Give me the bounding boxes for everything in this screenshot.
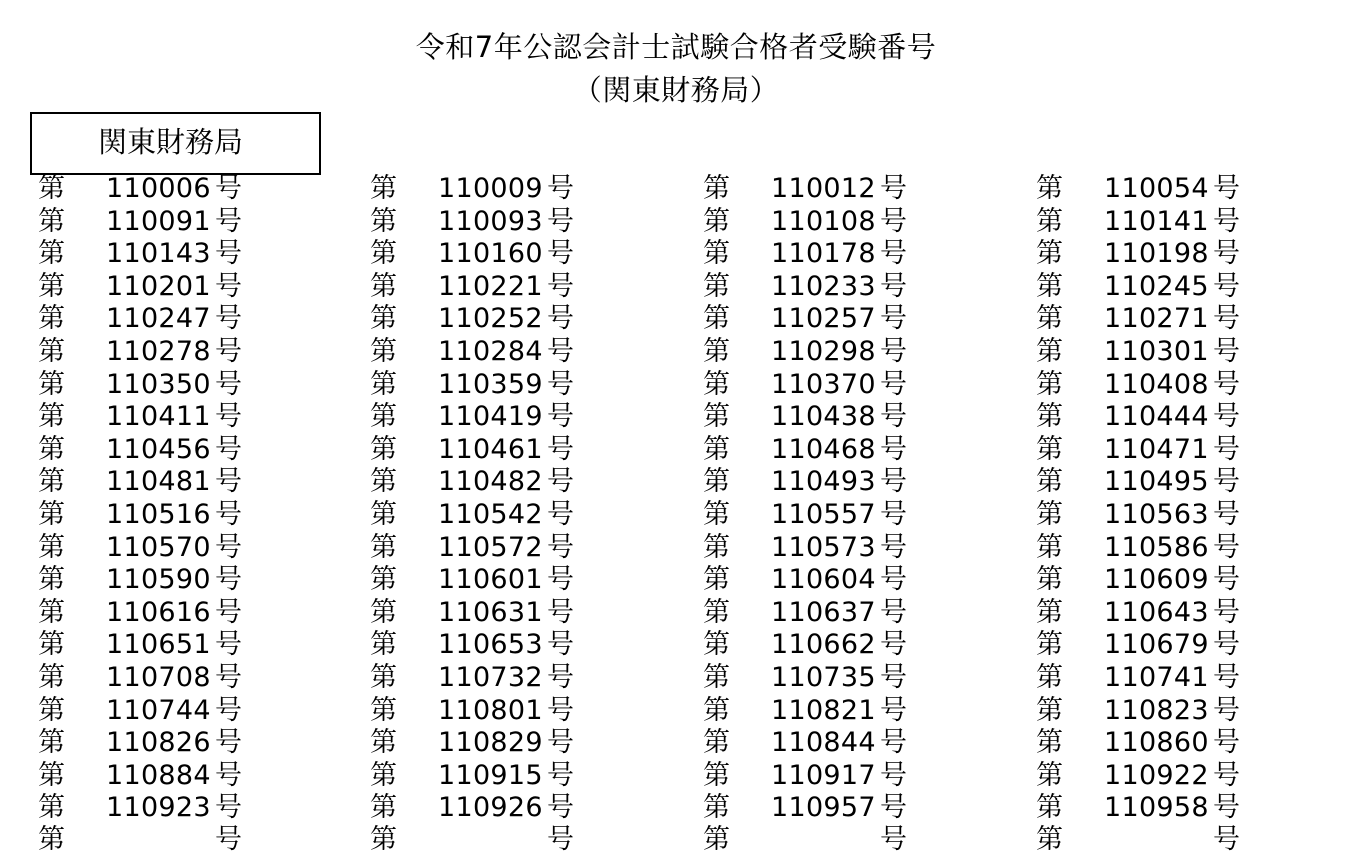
table-row: [0, 532, 1310, 565]
exam-number: 110958: [1104, 792, 1209, 824]
exam-number: 110009: [438, 173, 543, 204]
number-prefix: 第: [38, 466, 65, 498]
number-prefix: 第: [1036, 694, 1063, 726]
exam-number: 110884: [106, 759, 211, 791]
number-suffix: 号: [215, 433, 242, 465]
exam-number: 110006: [106, 173, 211, 204]
table-row: [0, 499, 1310, 532]
number-prefix: 第: [38, 596, 65, 628]
exam-number: 110141: [1104, 205, 1209, 237]
number-suffix: 号: [547, 335, 574, 367]
number-suffix: 号: [1213, 303, 1240, 335]
number-prefix: 第: [703, 466, 730, 498]
exam-number: 110801: [438, 694, 543, 726]
number-prefix: 第: [703, 694, 730, 726]
exam-number: 110481: [106, 466, 211, 498]
number-prefix: 第: [38, 368, 65, 400]
number-suffix: 号: [1213, 335, 1240, 367]
number-prefix: 第: [703, 270, 730, 302]
office-label: 関東財務局: [97, 125, 243, 159]
exam-number: 110350: [106, 368, 211, 400]
number-suffix: 号: [547, 238, 574, 270]
number-prefix: 第: [703, 205, 730, 237]
table-row: [0, 760, 1310, 793]
number-suffix: 号: [215, 596, 242, 628]
exam-number: 110631: [438, 596, 543, 628]
number-suffix: 号: [215, 824, 242, 855]
number-suffix: 号: [215, 694, 242, 726]
number-prefix: 第: [370, 466, 397, 498]
exam-number: 110482: [438, 466, 543, 498]
number-prefix: 第: [370, 727, 397, 759]
exam-number: 110108: [771, 205, 876, 237]
exam-number: 110643: [1104, 596, 1209, 628]
exam-number: 110495: [1104, 466, 1209, 498]
number-prefix: 第: [38, 661, 65, 693]
number-suffix: 号: [880, 564, 907, 596]
number-suffix: 号: [547, 727, 574, 759]
exam-number: 110468: [771, 433, 876, 465]
exam-number: 110573: [771, 531, 876, 563]
exam-number: 110271: [1104, 303, 1209, 335]
table-row: [0, 597, 1310, 630]
number-suffix: 号: [880, 205, 907, 237]
exam-number: 110917: [771, 759, 876, 791]
table-row: [0, 792, 1310, 825]
number-prefix: 第: [1036, 498, 1063, 530]
number-prefix: 第: [703, 303, 730, 335]
number-suffix: 号: [215, 270, 242, 302]
exam-number: 110438: [771, 401, 876, 433]
exam-number: 110516: [106, 498, 211, 530]
number-suffix: 号: [880, 661, 907, 693]
page-title: 令和7年公認会計士試験合格者受験番号: [415, 30, 937, 64]
number-prefix: 第: [703, 498, 730, 530]
number-suffix: 号: [1213, 727, 1240, 759]
number-prefix: 第: [703, 629, 730, 661]
number-suffix: 号: [1213, 205, 1240, 237]
exam-number: 110653: [438, 629, 543, 661]
number-suffix: 号: [880, 596, 907, 628]
exam-number: 110257: [771, 303, 876, 335]
number-prefix: 第: [370, 596, 397, 628]
exam-number: 110823: [1104, 694, 1209, 726]
number-prefix: 第: [1036, 173, 1063, 204]
exam-number: 110637: [771, 596, 876, 628]
exam-number: 110012: [771, 173, 876, 204]
number-prefix: 第: [370, 205, 397, 237]
exam-number: 110586: [1104, 531, 1209, 563]
number-prefix: 第: [38, 531, 65, 563]
partially-visible-row: [0, 824, 1310, 855]
exam-number: 110233: [771, 270, 876, 302]
number-prefix: 第: [703, 238, 730, 270]
number-prefix: 第: [703, 564, 730, 596]
number-suffix: 号: [547, 205, 574, 237]
exam-number: 110091: [106, 205, 211, 237]
number-suffix: 号: [215, 792, 242, 824]
number-prefix: 第: [703, 596, 730, 628]
exam-number: 110735: [771, 661, 876, 693]
number-suffix: 号: [880, 335, 907, 367]
number-prefix: 第: [38, 694, 65, 726]
number-suffix: 号: [547, 173, 574, 204]
number-prefix: 第: [38, 759, 65, 791]
number-prefix: 第: [370, 335, 397, 367]
number-prefix: 第: [38, 173, 65, 204]
number-suffix: 号: [547, 824, 574, 855]
number-prefix: 第: [1036, 205, 1063, 237]
number-suffix: 号: [215, 368, 242, 400]
number-prefix: 第: [1036, 368, 1063, 400]
number-prefix: 第: [703, 792, 730, 824]
number-suffix: 号: [215, 401, 242, 433]
number-prefix: 第: [38, 205, 65, 237]
number-prefix: 第: [38, 335, 65, 367]
number-prefix: 第: [38, 564, 65, 596]
number-prefix: 第: [370, 629, 397, 661]
number-suffix: 号: [880, 270, 907, 302]
number-suffix: 号: [880, 238, 907, 270]
number-prefix: 第: [38, 629, 65, 661]
number-suffix: 号: [215, 205, 242, 237]
number-suffix: 号: [880, 531, 907, 563]
number-suffix: 号: [547, 759, 574, 791]
number-suffix: 号: [880, 824, 907, 855]
exam-number: 110844: [771, 727, 876, 759]
number-suffix: 号: [547, 531, 574, 563]
number-prefix: 第: [703, 173, 730, 204]
exam-number: 110557: [771, 498, 876, 530]
exam-number: 110278: [106, 335, 211, 367]
exam-number: 110408: [1104, 368, 1209, 400]
exam-number: 110708: [106, 661, 211, 693]
number-prefix: 第: [370, 173, 397, 204]
number-suffix: 号: [880, 694, 907, 726]
number-suffix: 号: [215, 727, 242, 759]
number-prefix: 第: [703, 661, 730, 693]
number-suffix: 号: [215, 466, 242, 498]
table-row: [0, 727, 1310, 760]
exam-number: 110245: [1104, 270, 1209, 302]
number-suffix: 号: [1213, 759, 1240, 791]
exam-number: 110923: [106, 792, 211, 824]
exam-number: 110160: [438, 238, 543, 270]
number-suffix: 号: [880, 792, 907, 824]
number-prefix: 第: [1036, 335, 1063, 367]
exam-number: 110957: [771, 792, 876, 824]
exam-number: 110201: [106, 270, 211, 302]
exam-number: 110093: [438, 205, 543, 237]
exam-number: 110370: [771, 368, 876, 400]
number-suffix: 号: [215, 759, 242, 791]
table-row: [0, 629, 1310, 662]
number-suffix: 号: [880, 759, 907, 791]
exam-number: 110572: [438, 531, 543, 563]
number-prefix: 第: [1036, 531, 1063, 563]
table-row: [0, 434, 1310, 467]
number-suffix: 号: [1213, 498, 1240, 530]
exam-number: 110493: [771, 466, 876, 498]
number-suffix: 号: [880, 303, 907, 335]
number-suffix: 号: [1213, 466, 1240, 498]
exam-number: 110419: [438, 401, 543, 433]
number-suffix: 号: [1213, 661, 1240, 693]
number-prefix: 第: [370, 759, 397, 791]
number-suffix: 号: [1213, 694, 1240, 726]
number-prefix: 第: [703, 433, 730, 465]
table-row: [0, 401, 1310, 434]
number-suffix: 号: [547, 661, 574, 693]
exam-number: 110247: [106, 303, 211, 335]
exam-number: 110590: [106, 564, 211, 596]
exam-number: 110411: [106, 401, 211, 433]
number-suffix: 号: [547, 792, 574, 824]
number-prefix: 第: [1036, 466, 1063, 498]
number-suffix: 号: [880, 433, 907, 465]
number-prefix: 第: [370, 531, 397, 563]
exam-number: 110054: [1104, 173, 1209, 204]
number-prefix: 第: [38, 792, 65, 824]
number-suffix: 号: [1213, 173, 1240, 204]
number-prefix: 第: [370, 368, 397, 400]
number-suffix: 号: [215, 238, 242, 270]
exam-number: 110744: [106, 694, 211, 726]
number-prefix: 第: [703, 335, 730, 367]
number-prefix: 第: [370, 661, 397, 693]
number-suffix: 号: [215, 303, 242, 335]
exam-number: 110926: [438, 792, 543, 824]
number-prefix: 第: [1036, 792, 1063, 824]
exam-number: 110456: [106, 433, 211, 465]
number-prefix: 第: [1036, 564, 1063, 596]
number-suffix: 号: [880, 401, 907, 433]
exam-number: 110301: [1104, 335, 1209, 367]
exam-number: 110732: [438, 661, 543, 693]
number-prefix: 第: [1036, 661, 1063, 693]
number-suffix: 号: [1213, 368, 1240, 400]
exam-number: 110609: [1104, 564, 1209, 596]
exam-number: 110679: [1104, 629, 1209, 661]
number-suffix: 号: [1213, 433, 1240, 465]
number-prefix: 第: [38, 238, 65, 270]
exam-number: 110915: [438, 759, 543, 791]
exam-number: 110198: [1104, 238, 1209, 270]
number-suffix: 号: [547, 629, 574, 661]
number-suffix: 号: [1213, 824, 1240, 855]
table-row: [0, 303, 1310, 336]
number-prefix: 第: [1036, 629, 1063, 661]
exam-number: 110570: [106, 531, 211, 563]
number-prefix: 第: [370, 824, 397, 855]
exam-number: 110601: [438, 564, 543, 596]
number-suffix: 号: [215, 335, 242, 367]
number-prefix: 第: [370, 238, 397, 270]
number-prefix: 第: [1036, 824, 1063, 855]
number-suffix: 号: [1213, 564, 1240, 596]
number-suffix: 号: [215, 629, 242, 661]
number-suffix: 号: [215, 173, 242, 204]
number-suffix: 号: [880, 173, 907, 204]
exam-number-grid: [0, 173, 1310, 825]
number-prefix: 第: [703, 759, 730, 791]
table-row: [0, 206, 1310, 239]
number-prefix: 第: [1036, 727, 1063, 759]
exam-number: 110616: [106, 596, 211, 628]
number-suffix: 号: [1213, 270, 1240, 302]
exam-number: 110651: [106, 629, 211, 661]
exam-number: 110563: [1104, 498, 1209, 530]
table-row: [0, 238, 1310, 271]
number-suffix: 号: [547, 498, 574, 530]
number-prefix: 第: [703, 401, 730, 433]
exam-number: 110444: [1104, 401, 1209, 433]
table-row: [0, 662, 1310, 695]
number-prefix: 第: [703, 531, 730, 563]
number-prefix: 第: [370, 564, 397, 596]
number-suffix: 号: [547, 401, 574, 433]
number-prefix: 第: [38, 270, 65, 302]
exam-number: 110461: [438, 433, 543, 465]
number-prefix: 第: [1036, 270, 1063, 302]
number-suffix: 号: [547, 368, 574, 400]
table-row: [0, 336, 1310, 369]
number-prefix: 第: [1036, 759, 1063, 791]
exam-number: 110471: [1104, 433, 1209, 465]
number-suffix: 号: [547, 433, 574, 465]
number-prefix: 第: [370, 303, 397, 335]
number-suffix: 号: [880, 368, 907, 400]
exam-number: 110741: [1104, 661, 1209, 693]
exam-number: 110860: [1104, 727, 1209, 759]
number-prefix: 第: [370, 401, 397, 433]
page-subtitle: （関東財務局）: [572, 73, 780, 107]
number-prefix: 第: [370, 694, 397, 726]
exam-number: 110221: [438, 270, 543, 302]
number-suffix: 号: [880, 466, 907, 498]
number-prefix: 第: [1036, 238, 1063, 270]
number-suffix: 号: [547, 564, 574, 596]
exam-number: 110604: [771, 564, 876, 596]
exam-number: 110143: [106, 238, 211, 270]
number-prefix: 第: [1036, 596, 1063, 628]
exam-number: 110542: [438, 498, 543, 530]
exam-number: 110922: [1104, 759, 1209, 791]
number-prefix: 第: [38, 824, 65, 855]
number-prefix: 第: [38, 303, 65, 335]
number-suffix: 号: [547, 303, 574, 335]
number-prefix: 第: [38, 401, 65, 433]
number-suffix: 号: [880, 498, 907, 530]
number-suffix: 号: [547, 270, 574, 302]
number-suffix: 号: [215, 564, 242, 596]
exam-number: 110829: [438, 727, 543, 759]
number-suffix: 号: [1213, 401, 1240, 433]
number-suffix: 号: [1213, 792, 1240, 824]
table-row: [0, 695, 1310, 728]
number-prefix: 第: [38, 433, 65, 465]
number-suffix: 号: [1213, 629, 1240, 661]
number-prefix: 第: [38, 727, 65, 759]
number-suffix: 号: [215, 661, 242, 693]
exam-number: 110298: [771, 335, 876, 367]
number-prefix: 第: [1036, 433, 1063, 465]
table-row: [0, 466, 1310, 499]
exam-number: 110178: [771, 238, 876, 270]
number-prefix: 第: [1036, 303, 1063, 335]
exam-number: 110821: [771, 694, 876, 726]
number-suffix: 号: [880, 629, 907, 661]
table-row: [0, 369, 1310, 402]
number-suffix: 号: [1213, 531, 1240, 563]
number-prefix: 第: [703, 824, 730, 855]
number-prefix: 第: [370, 792, 397, 824]
number-suffix: 号: [547, 694, 574, 726]
number-prefix: 第: [38, 498, 65, 530]
number-suffix: 号: [880, 727, 907, 759]
number-prefix: 第: [1036, 401, 1063, 433]
number-prefix: 第: [370, 498, 397, 530]
office-label-box: [30, 112, 321, 175]
number-suffix: 号: [215, 531, 242, 563]
number-suffix: 号: [547, 596, 574, 628]
exam-number: 110662: [771, 629, 876, 661]
exam-number: 110826: [106, 727, 211, 759]
number-prefix: 第: [703, 368, 730, 400]
number-suffix: 号: [1213, 596, 1240, 628]
table-row: [0, 173, 1310, 206]
number-prefix: 第: [370, 270, 397, 302]
exam-number: 110359: [438, 368, 543, 400]
number-prefix: 第: [703, 727, 730, 759]
number-prefix: 第: [370, 433, 397, 465]
table-row: [0, 271, 1310, 304]
number-suffix: 号: [1213, 238, 1240, 270]
exam-number: 110252: [438, 303, 543, 335]
table-row: [0, 564, 1310, 597]
number-suffix: 号: [215, 498, 242, 530]
number-suffix: 号: [547, 466, 574, 498]
exam-number: 110284: [438, 335, 543, 367]
